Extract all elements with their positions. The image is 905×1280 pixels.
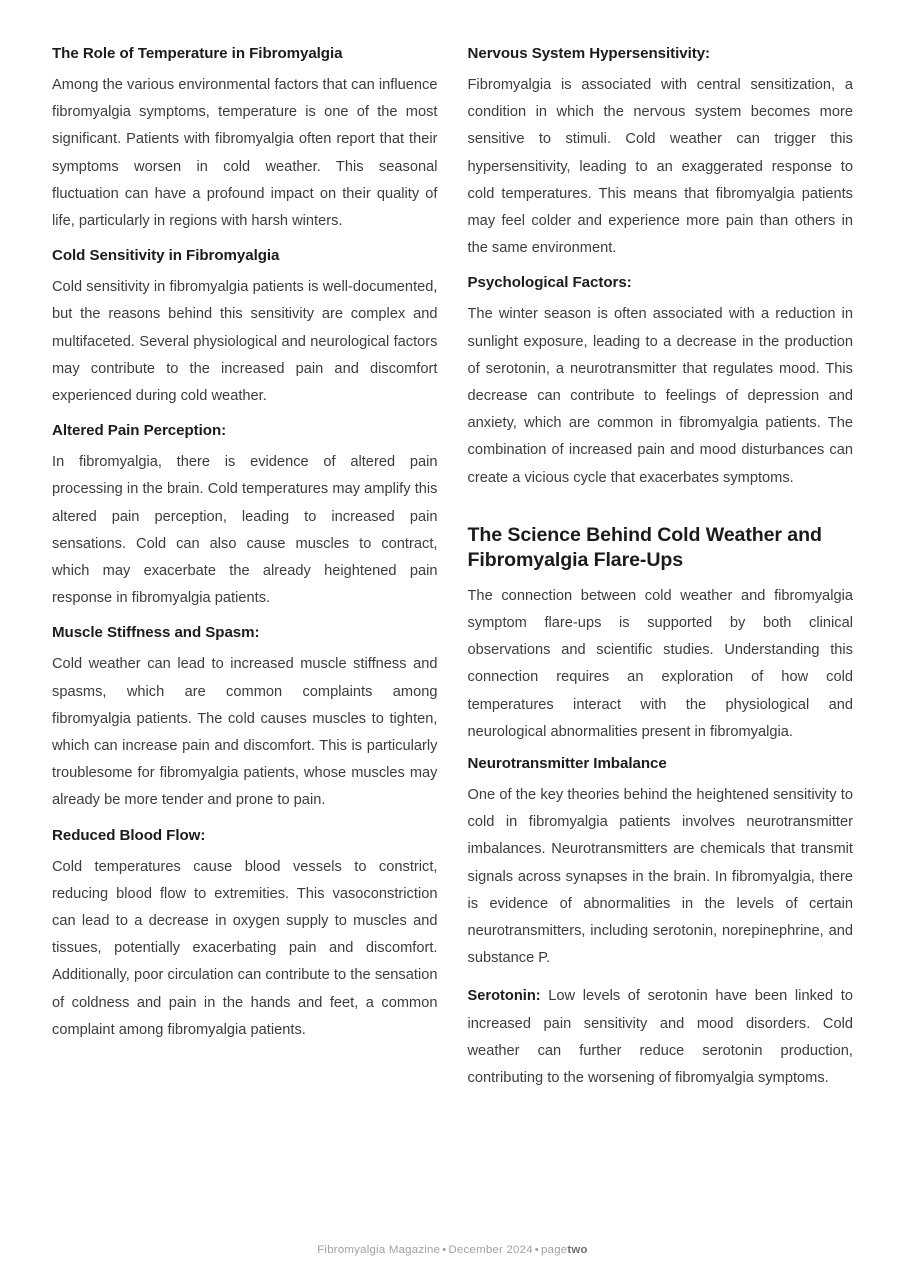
paragraph-role-of-temperature: Among the various environmental factors that can influence fibromyalgia symptoms, temperature is one of the most significant. Patients with fibromyalgia often report that their symptoms worsen in cold weather. This seasonal fluctuation can have a profound impact on their quality of life, particularly in regions with harsh winters. [52, 77, 438, 230]
paragraph-neurotransmitter-imbalance: One of the key theories behind the heightened sensitivity to cold in fibromyalgia patients involves neurotransmitter imbalances. Neurotransmitters are chemicals that transmit signals across synapses in the brain. In fibromyalgia, there is evidence of abnormalities in the levels of certain neurotransmitters, including serotonin, norepinephrine, and substance P. [467, 787, 853, 967]
section-reduced-blood-flow [52, 826, 438, 1044]
footer-page-number: two [567, 1244, 588, 1256]
left-column [52, 44, 438, 1044]
heading-cold-sensitivity: Cold Sensitivity in Fibromyalgia [52, 247, 280, 265]
heading-nervous-system-hypersensitivity: Nervous System Hypersensitivity: [467, 45, 711, 62]
paragraph-psychological-factors: The winter season is often associated with a reduction in sunlight exposure, leading to a decrease in the production of serotonin, a neurotransmitter that regulates mood. This decrease can contribute to feelings of depression and anxiety, which are common in fibromyalgia patients. The combination of increased pain and mood disturbances can create a vicious cycle that exacerbates symptoms. [467, 306, 853, 486]
section-cold-sensitivity [52, 246, 438, 410]
section-science-behind-cold-weather [468, 523, 854, 746]
major-heading-spacer [468, 503, 854, 523]
footer-issue-date: December 2024 [448, 1244, 533, 1256]
section-altered-pain-perception [52, 421, 438, 612]
paragraph-muscle-stiffness-and-spasm: Cold weather can lead to increased muscle stiffness and spasms, which are common complaints among fibromyalgia patients. The cold causes muscles to tighten, which can increase pain and discomfort. This is particularly troublesome for fibromyalgia patients, whose muscles may already be more tender and prone to pain. [52, 656, 438, 809]
paragraph-nervous-system-hypersensitivity: Fibromyalgia is associated with central sensitization, a condition in which the nervous system becomes more sensitive to stimuli. Cold weather can trigger this hypersensitivity, leading to an exaggerated response to cold temperatures. This means that fibromyalgia patients may feel colder and experience more pain than others in the same environment. [467, 77, 853, 257]
footer-page-label: page [541, 1244, 568, 1256]
section-role-of-temperature [52, 44, 438, 235]
paragraph-altered-pain-perception: In fibromyalgia, there is evidence of altered pain processing in the brain. Cold temperatures may amplify this altered pain perception, leading to increased pain sensations. Cold can also cause muscles to contract, which may exacerbate the already heightened pain response in fibromyalgia patients. [52, 454, 438, 607]
heading-psychological-factors: Psychological Factors: [467, 274, 632, 292]
section-psychological-factors [468, 273, 854, 491]
paragraph-reduced-blood-flow: Cold temperatures cause blood vessels to constrict, reducing blood flow to extremities. This vasoconstriction can lead to a decrease in oxygen supply to muscles and tissues, potentially exacerbating pain and discomfort. Additionally, poor circulation can contribute to the sensation of coldness and pain in the hands and feet, a common complaint among fibromyalgia patients. [52, 858, 438, 1038]
section-muscle-stiffness-and-spasm [52, 623, 438, 814]
footer-separator-one: • [442, 1244, 447, 1256]
section-neurotransmitter-imbalance [468, 754, 854, 972]
footer-separator-two: • [534, 1244, 540, 1256]
right-column [468, 44, 854, 1092]
paragraph-cold-sensitivity: Cold sensitivity in fibromyalgia patients is well-documented, but the reasons behind this sensitivity are complex and multifaceted. Several physiological and neurological factors may contribute to the increased pain and discomfort experienced during cold weather. [52, 279, 438, 405]
heading-role-of-temperature: The Role of Temperature in Fibromyalgia [52, 45, 343, 62]
two-column-layout [52, 44, 853, 1092]
serotonin-body-text: Low levels of serotonin have been linked to increased pain sensitivity and mood disorders. Cold weather can further reduce serotonin production, contributing to the worsening of fibromyalgia symptoms. [467, 988, 853, 1087]
paragraph-science-behind-cold-weather: The connection between cold weather and fibromyalgia symptom flare-ups is supported by both clinical observations and scientific studies. Understanding this connection requires an exploration of how cold temperatures interact with the physiological and neurological abnormalities present in fibromyalgia. [467, 587, 853, 740]
serotonin-lead-in-label: Serotonin: [467, 988, 541, 1005]
page-footer [0, 1242, 905, 1258]
heading-reduced-blood-flow: Reduced Blood Flow: [52, 826, 206, 844]
heading-muscle-stiffness-and-spasm: Muscle Stiffness and Spasm: [52, 624, 260, 642]
heading-science-behind-cold-weather: The Science Behind Cold Weather and Fibromyalgia Flare-Ups [467, 523, 822, 572]
section-serotonin [468, 983, 854, 1092]
paragraph-serotonin [468, 983, 854, 1092]
heading-neurotransmitter-imbalance: Neurotransmitter Imbalance [467, 755, 667, 773]
footer-publication: Fibromyalgia Magazine [317, 1244, 441, 1256]
section-nervous-system-hypersensitivity [468, 44, 854, 262]
heading-altered-pain-perception: Altered Pain Perception: [52, 422, 227, 440]
